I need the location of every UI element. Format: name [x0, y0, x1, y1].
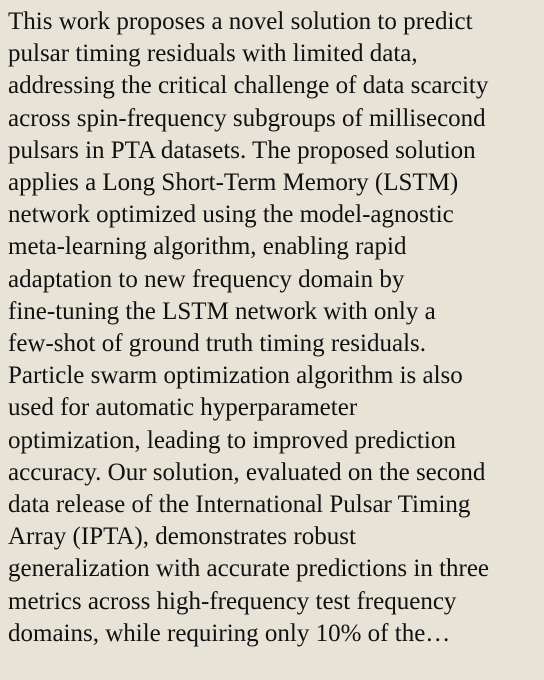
text-line: optimization, leading to improved prediction	[8, 426, 456, 454]
text-line: pulsars in PTA datasets. The proposed solution	[8, 136, 476, 164]
text-line: meta-learning algorithm, enabling rapid	[8, 233, 407, 261]
text-line: few-shot of ground truth timing residuals.	[8, 330, 426, 358]
text-line: accuracy. Our solution, evaluated on the second	[8, 458, 486, 486]
text-line: fine-tuning the LSTM network with only a	[8, 297, 436, 325]
text-line: data release of the International Pulsar Timing	[8, 491, 471, 519]
text-line: network optimized using the model-agnostic	[8, 201, 454, 229]
text-line: pulsar timing residuals with limited data,	[8, 40, 418, 68]
text-line: across spin-frequency subgroups of millisecond	[8, 104, 486, 132]
text-line: used for automatic hyperparameter	[8, 394, 358, 422]
text-line: This work proposes a novel solution to predict	[8, 8, 473, 35]
text-line: applies a Long Short-Term Memory (LSTM)	[8, 169, 459, 197]
text-line: Particle swarm optimization algorithm is also	[8, 362, 463, 390]
text-line: metrics across high-frequency test frequency	[8, 587, 457, 615]
text-line: generalization with accurate predictions in three	[8, 555, 490, 583]
text-line: adaptation to new frequency domain by	[8, 265, 405, 293]
text-line: addressing the critical challenge of data scarcity	[8, 72, 489, 100]
text-line: domains, while requiring only 10% of the…	[8, 619, 451, 647]
text-line: Array (IPTA), demonstrates robust	[8, 523, 356, 551]
